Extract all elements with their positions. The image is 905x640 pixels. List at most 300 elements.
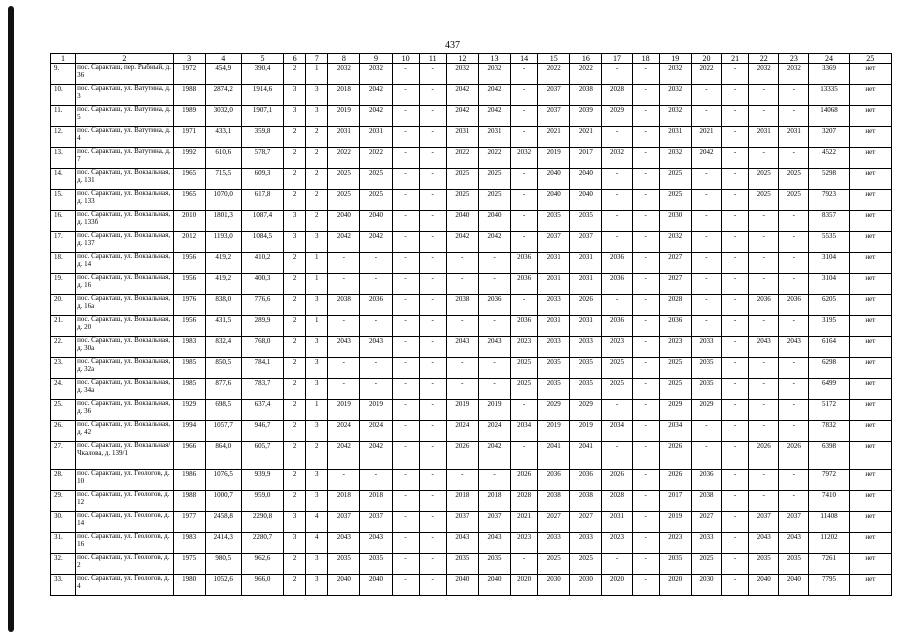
table-cell: - bbox=[722, 85, 749, 106]
table-cell: - bbox=[602, 64, 632, 85]
table-cell: - bbox=[392, 400, 419, 421]
table-cell: 2025 bbox=[602, 358, 632, 379]
table-cell: 18. bbox=[51, 253, 76, 274]
table-cell: 2290,8 bbox=[241, 512, 283, 533]
table-cell: 2028 bbox=[602, 85, 632, 106]
table-cell: 2033 bbox=[538, 337, 570, 358]
table-cell: 2043 bbox=[446, 533, 478, 554]
address-cell: пос. Саракташ, ул. Вокзальная, д. 14 bbox=[76, 253, 173, 274]
table-cell: - bbox=[722, 232, 749, 253]
table-cell: 3 bbox=[306, 575, 328, 596]
table-cell: - bbox=[446, 316, 478, 337]
table-cell: 1988 bbox=[173, 491, 205, 512]
table-cell: 24. bbox=[51, 379, 76, 400]
table-cell: 7972 bbox=[809, 470, 849, 491]
table-cell: 19. bbox=[51, 274, 76, 295]
table-cell: 7410 bbox=[809, 491, 849, 512]
table-cell: 2037 bbox=[749, 512, 779, 533]
table-cell: 30. bbox=[51, 512, 76, 533]
table-cell: 2019 bbox=[538, 421, 570, 442]
table-cell: 2021 bbox=[691, 127, 721, 148]
table-cell: 29. bbox=[51, 491, 76, 512]
address-cell: пос. Саракташ, ул. Вокзальная, д. 16а bbox=[76, 295, 173, 316]
table-row bbox=[51, 575, 892, 596]
table-cell: 838,0 bbox=[205, 295, 241, 316]
table-cell: 2035 bbox=[570, 379, 602, 400]
table-cell: 2458,8 bbox=[205, 512, 241, 533]
table-cell: 850,5 bbox=[205, 358, 241, 379]
table-cell: 433,1 bbox=[205, 127, 241, 148]
address-cell: пос. Саракташ, ул. Ватутина, д. 5 bbox=[76, 106, 173, 127]
table-cell: - bbox=[419, 232, 446, 253]
table-cell: 1 bbox=[306, 400, 328, 421]
table-cell: 2038 bbox=[446, 295, 478, 316]
table-cell: 2032 bbox=[659, 64, 691, 85]
table-cell: - bbox=[722, 106, 749, 127]
table-cell: 2036 bbox=[602, 316, 632, 337]
table-cell: - bbox=[392, 85, 419, 106]
table-cell: - bbox=[478, 470, 510, 491]
table-cell: 1983 bbox=[173, 337, 205, 358]
table-cell: 2034 bbox=[659, 421, 691, 442]
table-cell: 2036 bbox=[749, 295, 779, 316]
table-cell: 2020 bbox=[511, 575, 538, 596]
address-cell: пос. Саракташ, ул. Вокзальная, д. 30а bbox=[76, 337, 173, 358]
table-cell: 2025 bbox=[511, 379, 538, 400]
table-cell: нет bbox=[849, 148, 891, 169]
table-cell: - bbox=[722, 400, 749, 421]
table-cell: 2031 bbox=[538, 316, 570, 337]
table-cell: 1052,6 bbox=[205, 575, 241, 596]
table-cell: - bbox=[419, 295, 446, 316]
table-cell: 1929 bbox=[173, 400, 205, 421]
column-number-22: 22 bbox=[749, 54, 779, 64]
table-cell: - bbox=[392, 379, 419, 400]
table-cell: - bbox=[632, 64, 659, 85]
table-cell: 2037 bbox=[328, 512, 360, 533]
table-row bbox=[51, 106, 892, 127]
table-cell: - bbox=[632, 491, 659, 512]
table-cell: 2019 bbox=[538, 148, 570, 169]
table-cell: - bbox=[478, 253, 510, 274]
table-cell: 2037 bbox=[446, 512, 478, 533]
table-cell: 2025 bbox=[749, 169, 779, 190]
table-cell: нет bbox=[849, 316, 891, 337]
table-cell: - bbox=[602, 442, 632, 470]
table-cell: 2037 bbox=[538, 85, 570, 106]
table-cell: 578,7 bbox=[241, 148, 283, 169]
table-cell: - bbox=[511, 106, 538, 127]
table-cell: 2030 bbox=[570, 575, 602, 596]
table-cell: - bbox=[722, 491, 749, 512]
table-cell: 2 bbox=[284, 400, 306, 421]
table-cell: - bbox=[511, 211, 538, 232]
table-cell: 2034 bbox=[602, 421, 632, 442]
table-cell: - bbox=[511, 295, 538, 316]
address-cell: пос. Саракташ, ул. Геологов, д. 12 bbox=[76, 491, 173, 512]
table-cell: 2035 bbox=[570, 358, 602, 379]
table-cell: - bbox=[602, 190, 632, 211]
table-cell: 1193,0 bbox=[205, 232, 241, 253]
table-cell: 4 bbox=[306, 512, 328, 533]
table-cell: - bbox=[419, 106, 446, 127]
table-cell: 1907,1 bbox=[241, 106, 283, 127]
table-cell: - bbox=[722, 358, 749, 379]
table-cell: 2043 bbox=[328, 337, 360, 358]
table-row bbox=[51, 148, 892, 169]
table-cell: - bbox=[632, 554, 659, 575]
table-cell: 3 bbox=[306, 470, 328, 491]
table-cell: 2040 bbox=[446, 575, 478, 596]
table-cell: 2036 bbox=[511, 253, 538, 274]
table-row bbox=[51, 379, 892, 400]
table-cell: 3 bbox=[284, 533, 306, 554]
table-cell: - bbox=[328, 316, 360, 337]
table-cell: 2028 bbox=[659, 295, 691, 316]
address-cell: пос. Саракташ, ул. Вокзальная, д. 133 bbox=[76, 190, 173, 211]
table-cell: нет bbox=[849, 533, 891, 554]
table-cell: 2033 bbox=[538, 295, 570, 316]
table-cell: 2040 bbox=[328, 575, 360, 596]
table-cell: - bbox=[779, 316, 809, 337]
table-cell: 2 bbox=[284, 470, 306, 491]
table-cell: - bbox=[360, 274, 392, 295]
column-number-23: 23 bbox=[779, 54, 809, 64]
table-cell: - bbox=[749, 421, 779, 442]
table-cell: 6499 bbox=[809, 379, 849, 400]
table-cell: 2036 bbox=[570, 470, 602, 491]
table-cell: нет bbox=[849, 421, 891, 442]
table-cell: 2019 bbox=[446, 400, 478, 421]
table-cell: 1965 bbox=[173, 169, 205, 190]
table-cell: 2027 bbox=[659, 253, 691, 274]
table-cell: 2018 bbox=[328, 491, 360, 512]
table-cell: 2037 bbox=[570, 232, 602, 253]
table-cell: 2038 bbox=[538, 491, 570, 512]
table-cell: 2022 bbox=[570, 64, 602, 85]
table-cell: 3 bbox=[284, 512, 306, 533]
table-cell: нет bbox=[849, 169, 891, 190]
table-cell: - bbox=[779, 106, 809, 127]
table-cell: 2018 bbox=[328, 85, 360, 106]
table-cell: 15. bbox=[51, 190, 76, 211]
table-cell: 2024 bbox=[478, 421, 510, 442]
table-cell: - bbox=[511, 169, 538, 190]
table-cell: - bbox=[602, 232, 632, 253]
table-cell: нет bbox=[849, 295, 891, 316]
table-cell: - bbox=[392, 106, 419, 127]
table-cell: - bbox=[722, 512, 749, 533]
table-cell: 3 bbox=[306, 106, 328, 127]
table-cell: - bbox=[749, 211, 779, 232]
table-cell: 2039 bbox=[570, 106, 602, 127]
table-cell: 2042 bbox=[691, 148, 721, 169]
table-cell: 2032 bbox=[446, 64, 478, 85]
table-cell: 4 bbox=[306, 533, 328, 554]
table-cell: - bbox=[722, 127, 749, 148]
table-cell: 1992 bbox=[173, 148, 205, 169]
table-row bbox=[51, 491, 892, 512]
table-cell: 939,9 bbox=[241, 470, 283, 491]
table-cell: 2023 bbox=[602, 533, 632, 554]
table-cell: 400,3 bbox=[241, 274, 283, 295]
table-cell: 2025 bbox=[446, 190, 478, 211]
table-cell: 2 bbox=[284, 554, 306, 575]
table-cell: нет bbox=[849, 512, 891, 533]
table-cell: 2035 bbox=[749, 554, 779, 575]
table-cell: - bbox=[691, 442, 721, 470]
table-cell: 1 bbox=[306, 274, 328, 295]
table-cell: - bbox=[632, 232, 659, 253]
table-cell: 2025 bbox=[328, 190, 360, 211]
table-cell: 2874,2 bbox=[205, 85, 241, 106]
table-cell: 2024 bbox=[328, 421, 360, 442]
table-cell: 2 bbox=[306, 190, 328, 211]
table-cell: 2033 bbox=[538, 533, 570, 554]
table-cell: 1985 bbox=[173, 379, 205, 400]
table-cell: - bbox=[419, 148, 446, 169]
table-cell: - bbox=[478, 316, 510, 337]
table-cell: 832,4 bbox=[205, 337, 241, 358]
table-cell: - bbox=[691, 421, 721, 442]
column-number-4: 4 bbox=[205, 54, 241, 64]
table-cell: 2041 bbox=[570, 442, 602, 470]
table-cell: 1914,6 bbox=[241, 85, 283, 106]
table-cell: 2042 bbox=[360, 106, 392, 127]
table-cell: - bbox=[779, 400, 809, 421]
address-cell: пос. Саракташ, ул. Ватутина, д. 3 bbox=[76, 85, 173, 106]
table-cell: 2031 bbox=[538, 274, 570, 295]
table-cell: - bbox=[722, 442, 749, 470]
table-cell: 3369 bbox=[809, 64, 849, 85]
table-cell: 3207 bbox=[809, 127, 849, 148]
table-cell: 784,1 bbox=[241, 358, 283, 379]
table-row bbox=[51, 169, 892, 190]
table-cell: 2 bbox=[284, 253, 306, 274]
table-cell: 1956 bbox=[173, 253, 205, 274]
table-cell: 2036 bbox=[779, 295, 809, 316]
table-cell: - bbox=[446, 379, 478, 400]
table-cell: 3 bbox=[306, 337, 328, 358]
table-cell: 1801,3 bbox=[205, 211, 241, 232]
table-cell: 3 bbox=[306, 358, 328, 379]
table-cell: 2027 bbox=[659, 274, 691, 295]
table-cell: 2031 bbox=[360, 127, 392, 148]
table-cell: 454,9 bbox=[205, 64, 241, 85]
table-cell: 2 bbox=[306, 169, 328, 190]
table-cell: - bbox=[446, 470, 478, 491]
table-cell: 2042 bbox=[478, 232, 510, 253]
table-cell: 2018 bbox=[360, 491, 392, 512]
table-cell: - bbox=[392, 533, 419, 554]
table-cell: - bbox=[419, 274, 446, 295]
table-cell: 783,7 bbox=[241, 379, 283, 400]
table-cell: 2035 bbox=[538, 211, 570, 232]
table-row bbox=[51, 232, 892, 253]
table-cell: - bbox=[632, 169, 659, 190]
table-cell: - bbox=[722, 533, 749, 554]
table-cell: - bbox=[722, 211, 749, 232]
table-cell: - bbox=[419, 211, 446, 232]
table-row bbox=[51, 85, 892, 106]
table-cell: нет bbox=[849, 379, 891, 400]
table-cell: 2025 bbox=[360, 169, 392, 190]
table-cell: 2042 bbox=[328, 232, 360, 253]
table-cell: - bbox=[602, 127, 632, 148]
table-cell: 2035 bbox=[691, 379, 721, 400]
table-cell: - bbox=[632, 85, 659, 106]
table-cell: - bbox=[478, 379, 510, 400]
table-cell: 2030 bbox=[538, 575, 570, 596]
table-cell: 2031 bbox=[749, 127, 779, 148]
table-cell: - bbox=[691, 232, 721, 253]
table-cell: - bbox=[419, 316, 446, 337]
table-cell: 1087,4 bbox=[241, 211, 283, 232]
table-cell: - bbox=[722, 64, 749, 85]
table-cell: 2 bbox=[284, 379, 306, 400]
table-cell: 2025 bbox=[478, 190, 510, 211]
table-cell: 2020 bbox=[602, 575, 632, 596]
table-cell: 289,9 bbox=[241, 316, 283, 337]
table-cell: - bbox=[446, 358, 478, 379]
table-cell: - bbox=[632, 421, 659, 442]
table-cell: 2040 bbox=[749, 575, 779, 596]
table-cell: 2040 bbox=[538, 190, 570, 211]
table-cell: - bbox=[632, 358, 659, 379]
table-cell: 715,5 bbox=[205, 169, 241, 190]
address-cell: пос. Саракташ, ул. Геологов, д. 10 bbox=[76, 470, 173, 491]
table-cell: - bbox=[360, 379, 392, 400]
address-cell: пос. Саракташ, ул. Вокзальная, д. 36 bbox=[76, 400, 173, 421]
table-cell: - bbox=[328, 358, 360, 379]
column-number-6: 6 bbox=[284, 54, 306, 64]
table-cell: 1000,7 bbox=[205, 491, 241, 512]
table-cell: 2035 bbox=[360, 554, 392, 575]
table-cell: - bbox=[749, 470, 779, 491]
column-number-15: 15 bbox=[538, 54, 570, 64]
table-row bbox=[51, 274, 892, 295]
table-cell: 2036 bbox=[538, 470, 570, 491]
address-cell: пос. Саракташ, ул. Ватутина, д. 7 bbox=[76, 148, 173, 169]
table-cell: 11202 bbox=[809, 533, 849, 554]
table-cell: 419,2 bbox=[205, 274, 241, 295]
column-number-13: 13 bbox=[478, 54, 510, 64]
table-cell: - bbox=[722, 253, 749, 274]
table-cell: - bbox=[722, 316, 749, 337]
table-cell: 6298 bbox=[809, 358, 849, 379]
table-cell: - bbox=[419, 421, 446, 442]
table-row bbox=[51, 211, 892, 232]
table-cell: 605,7 bbox=[241, 442, 283, 470]
table-cell: - bbox=[779, 85, 809, 106]
table-cell: нет bbox=[849, 400, 891, 421]
table-cell: нет bbox=[849, 575, 891, 596]
table-cell: 946,7 bbox=[241, 421, 283, 442]
table-cell: 2025 bbox=[749, 190, 779, 211]
table-cell: 2042 bbox=[360, 232, 392, 253]
table-cell: 13. bbox=[51, 148, 76, 169]
table-cell: 2027 bbox=[691, 512, 721, 533]
table-cell: 2 bbox=[306, 442, 328, 470]
table-cell: 1966 bbox=[173, 442, 205, 470]
table-row bbox=[51, 554, 892, 575]
table-cell: - bbox=[632, 442, 659, 470]
table-cell: 2030 bbox=[659, 211, 691, 232]
table-cell: 2033 bbox=[570, 533, 602, 554]
table-cell: - bbox=[632, 533, 659, 554]
table-cell: 2043 bbox=[360, 337, 392, 358]
table-cell: - bbox=[360, 358, 392, 379]
table-cell: 14. bbox=[51, 169, 76, 190]
table-cell: 2032 bbox=[659, 106, 691, 127]
table-cell: 1988 bbox=[173, 85, 205, 106]
table-cell: - bbox=[779, 470, 809, 491]
table-cell: 2027 bbox=[570, 512, 602, 533]
table-cell: 2026 bbox=[749, 442, 779, 470]
table-cell: 2032 bbox=[749, 64, 779, 85]
column-number-2: 2 bbox=[76, 54, 173, 64]
table-cell: 2036 bbox=[659, 316, 691, 337]
table-cell: - bbox=[691, 253, 721, 274]
table-cell: 2023 bbox=[602, 337, 632, 358]
table-cell: нет bbox=[849, 190, 891, 211]
table-cell: 2031 bbox=[538, 253, 570, 274]
table-cell: 962,6 bbox=[241, 554, 283, 575]
table-cell: - bbox=[632, 190, 659, 211]
table-cell: 2042 bbox=[360, 85, 392, 106]
table-cell: 2038 bbox=[328, 295, 360, 316]
table-cell: 1989 bbox=[173, 106, 205, 127]
address-cell: пос. Саракташ, ул. Геологов, д. 4 bbox=[76, 575, 173, 596]
table-cell: - bbox=[478, 274, 510, 295]
column-number-19: 19 bbox=[659, 54, 691, 64]
table-cell: нет bbox=[849, 232, 891, 253]
table-cell: нет bbox=[849, 337, 891, 358]
table-cell: - bbox=[511, 127, 538, 148]
address-cell: пос. Саракташ, ул. Геологов, д. 2 bbox=[76, 554, 173, 575]
table-cell: - bbox=[722, 169, 749, 190]
table-cell: - bbox=[392, 442, 419, 470]
table-cell: 2019 bbox=[478, 400, 510, 421]
table-cell: 2032 bbox=[478, 64, 510, 85]
table-cell: 2 bbox=[284, 358, 306, 379]
table-cell: 2038 bbox=[570, 85, 602, 106]
column-number-5: 5 bbox=[241, 54, 283, 64]
table-cell: 2025 bbox=[446, 169, 478, 190]
table-cell: 2025 bbox=[538, 554, 570, 575]
address-cell: пос. Саракташ, ул. Вокзальная, д. 137 bbox=[76, 232, 173, 253]
table-cell: 2043 bbox=[360, 533, 392, 554]
column-number-24: 24 bbox=[809, 54, 849, 64]
table-cell: 2025 bbox=[659, 358, 691, 379]
table-cell: 2280,7 bbox=[241, 533, 283, 554]
table-cell: - bbox=[392, 169, 419, 190]
table-cell: - bbox=[749, 148, 779, 169]
table-cell: 2029 bbox=[538, 400, 570, 421]
address-cell: пос. Саракташ, ул. Вокзальная, д. 34а bbox=[76, 379, 173, 400]
address-cell: пос. Саракташ, ул. Ватутина, д. 4 bbox=[76, 127, 173, 148]
table-cell: - bbox=[360, 470, 392, 491]
table-cell: 2026 bbox=[659, 442, 691, 470]
table-cell: 7923 bbox=[809, 190, 849, 211]
table-cell: - bbox=[722, 274, 749, 295]
table-cell: 2031 bbox=[328, 127, 360, 148]
table-cell: 2038 bbox=[691, 491, 721, 512]
table-cell: 2025 bbox=[511, 358, 538, 379]
table-cell: - bbox=[749, 106, 779, 127]
table-cell: - bbox=[632, 316, 659, 337]
table-cell: 2019 bbox=[659, 512, 691, 533]
